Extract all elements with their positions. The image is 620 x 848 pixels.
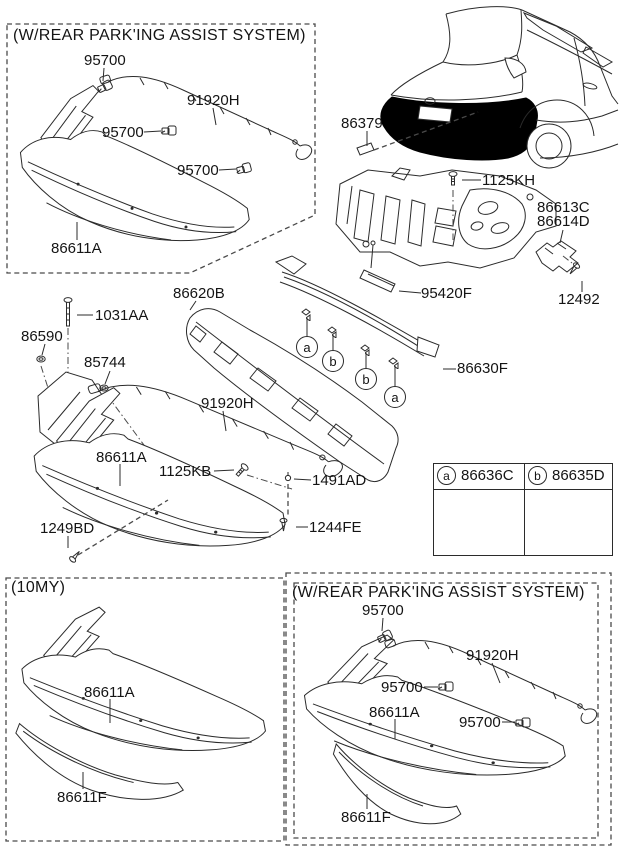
part-label-86379[interactable]: 86379 — [341, 115, 383, 132]
part-label-86613C[interactable]: 86613C — [537, 199, 590, 216]
marker-letter: b — [534, 468, 541, 483]
part-label-86611A-t[interactable]: 86611A — [51, 240, 102, 257]
part-label-86611A-b[interactable]: 86611A — [369, 704, 420, 721]
part-label-86611A[interactable]: 86611A — [96, 449, 147, 466]
part-label-86630F[interactable]: 86630F — [457, 360, 508, 377]
part-label-86611F-b[interactable]: 86611F — [341, 809, 391, 826]
part-label-1244FE[interactable]: 1244FE — [309, 519, 362, 536]
park-assist-bottom-box — [286, 573, 611, 845]
marker-letter: a — [303, 339, 311, 355]
box-title-park-assist-bottom: (W/REAR PARK'ING ASSIST SYSTEM) — [292, 584, 585, 601]
legend-divider — [524, 464, 525, 555]
callout-marker-b1[interactable] — [322, 350, 344, 372]
part-label-85744[interactable]: 85744 — [84, 354, 126, 371]
part-label-95700-b2[interactable]: 95700 — [381, 679, 423, 696]
part-label-86620B[interactable]: 86620B — [173, 285, 225, 302]
legend-marker-a — [437, 466, 456, 485]
part-label-1125KB[interactable]: 1125KB — [159, 463, 212, 480]
part-label-91920H-b[interactable]: 91920H — [466, 647, 519, 664]
callout-marker-a1[interactable] — [296, 336, 318, 358]
part-label-12492[interactable]: 12492 — [558, 291, 600, 308]
legend-part-86635D[interactable]: 86635D — [552, 467, 605, 484]
marker-letter: a — [443, 468, 450, 483]
part-label-95700-b1[interactable]: 95700 — [362, 602, 404, 619]
legend-marker-b — [528, 466, 547, 485]
part-label-95420F[interactable]: 95420F — [421, 285, 472, 302]
part-label-91920H[interactable]: 91920H — [201, 395, 254, 412]
callout-marker-b2[interactable] — [355, 368, 377, 390]
marker-letter: a — [391, 389, 399, 405]
legend-part-86636C[interactable]: 86636C — [461, 467, 514, 484]
box-title-park-assist-top: (W/REAR PARK'ING ASSIST SYSTEM) — [13, 27, 306, 44]
part-label-1031AA[interactable]: 1031AA — [95, 307, 149, 324]
part-label-95700-b3[interactable]: 95700 — [459, 714, 501, 731]
park-assist-top-box — [7, 24, 315, 273]
part-label-91920H-t[interactable]: 91920H — [187, 92, 240, 109]
part-label-95700-t2[interactable]: 95700 — [102, 124, 144, 141]
side-bracket-art — [536, 241, 581, 276]
my10-box — [6, 578, 284, 841]
box-title-10my: (10MY) — [11, 579, 66, 596]
part-label-86611F-my10[interactable]: 86611F — [57, 789, 107, 806]
part-label-95700-t3[interactable]: 95700 — [177, 162, 219, 179]
marker-letter: b — [329, 353, 337, 369]
part-label-86590[interactable]: 86590 — [21, 328, 63, 345]
part-label-1491AD[interactable]: 1491AD — [312, 472, 367, 489]
part-label-1125KH[interactable]: 1125KH — [482, 172, 536, 189]
part-label-95700-t1[interactable]: 95700 — [84, 52, 126, 69]
part-label-86611A-my10[interactable]: 86611A — [84, 684, 135, 701]
part-label-1249BD[interactable]: 1249BD — [40, 520, 95, 537]
marker-letter: b — [362, 371, 370, 387]
callout-marker-a2[interactable] — [384, 386, 406, 408]
part-label-86614D[interactable]: 86614D — [537, 213, 590, 230]
